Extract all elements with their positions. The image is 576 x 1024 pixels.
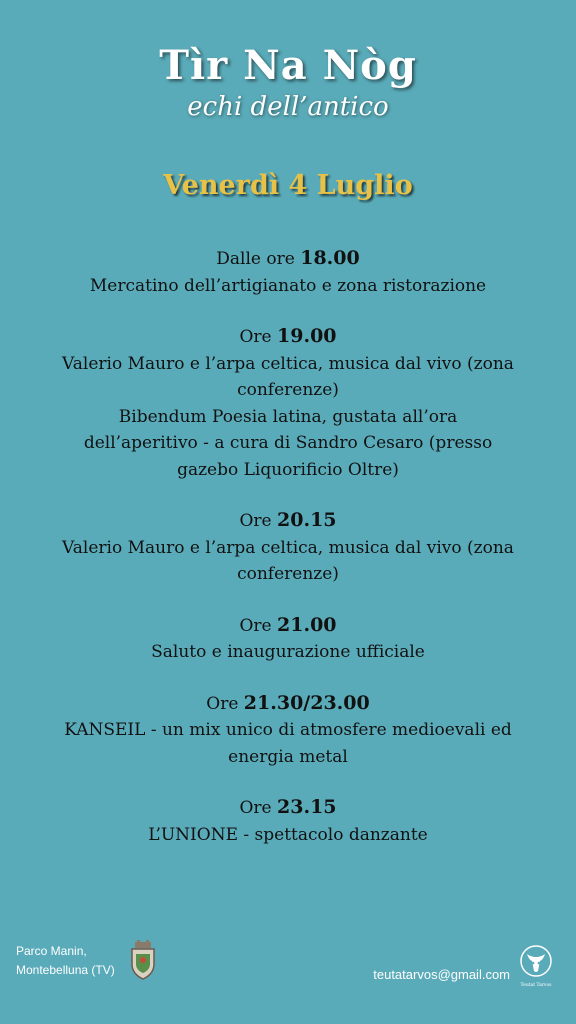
event-item	[40, 245, 536, 299]
event-description: Mercatino dell’artigianato e zona ristorazione	[89, 275, 487, 296]
event-description: Bibendum Poesia latina, gustata all’ora	[118, 406, 458, 427]
event-time	[40, 690, 536, 718]
time-value: 18.00	[300, 247, 360, 269]
municipal-crest-icon	[128, 940, 158, 980]
event-item	[40, 690, 536, 771]
event-description: Valerio Mauro e l’arpa celtica, musica dal vivo (zona	[62, 537, 514, 558]
event-time	[40, 245, 536, 273]
event-description: KANSEIL - un mix unico di atmosfere medioevali ed	[64, 720, 512, 740]
time-value: 20.15	[277, 509, 337, 531]
time-prefix: Ore	[239, 511, 278, 531]
event-item	[40, 507, 536, 588]
event-subtitle: echi dell’antico	[187, 92, 389, 122]
event-item	[40, 323, 536, 483]
event-description: conferenze)	[237, 564, 339, 584]
event-description: energia metal	[228, 746, 348, 767]
time-prefix: Ore	[239, 327, 278, 347]
logo-text: Teutat Tarvos	[520, 983, 552, 988]
time-value: 21.00	[277, 613, 337, 636]
time-prefix: Ore	[206, 693, 244, 714]
event-description: dell’aperitivo - a cura di Sandro Cesaro (presso	[83, 433, 493, 453]
location-line: Montebelluna (TV)	[16, 963, 115, 977]
time-prefix: Ore	[239, 798, 278, 818]
time-value: 23.15	[277, 796, 337, 818]
contact-email[interactable]: teutatarvos@gmail.com	[373, 967, 510, 982]
program-list	[40, 245, 536, 872]
event-item	[40, 612, 536, 666]
event-description: L’UNIONE - spettacolo danzante	[148, 824, 428, 845]
event-time	[40, 794, 536, 822]
event-description: Saluto e inaugurazione ufficiale	[151, 642, 425, 662]
event-date: Venerdì 4 Luglio	[163, 170, 413, 201]
event-description: conferenze)	[237, 380, 339, 400]
time-value: 19.00	[277, 325, 337, 347]
location-line: Parco Manin,	[16, 944, 87, 958]
event-item	[40, 794, 536, 848]
time-value: 21.30/23.00	[243, 691, 370, 714]
event-title: Tìr Na Nòg	[159, 42, 417, 89]
event-time	[40, 507, 536, 535]
time-prefix: Ore	[239, 615, 278, 636]
event-description: Valerio Mauro e l’arpa celtica, musica dal vivo (zona	[62, 353, 514, 374]
time-prefix: Dalle ore	[216, 249, 301, 269]
location	[16, 942, 115, 980]
bull-skull-logo-icon	[516, 944, 556, 988]
event-time	[40, 323, 536, 351]
event-description: gazebo Liquorificio Oltre)	[177, 459, 399, 480]
event-time	[40, 612, 536, 640]
